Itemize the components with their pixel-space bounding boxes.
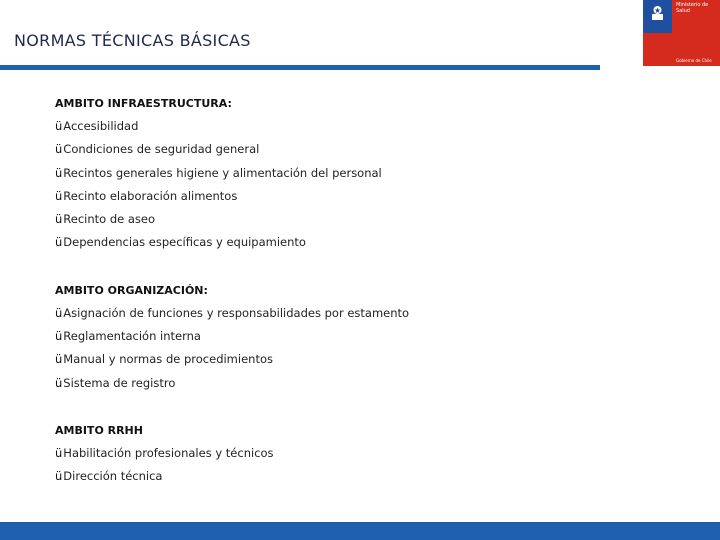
list-item: üAccesibilidad: [55, 119, 139, 133]
ministry-logo: [643, 0, 720, 66]
ministry-name: Ministerio de Salud: [676, 2, 709, 14]
list-item: üSistema de registro: [55, 375, 176, 390]
list-item: üDependencias específicas y equipamiento: [55, 235, 306, 250]
check-icon: ü: [55, 165, 63, 180]
standards-list: [55, 92, 575, 489]
check-icon: ü: [55, 445, 63, 460]
section-spacer: [55, 395, 575, 419]
check-icon: ü: [55, 142, 63, 157]
list-item: üAsignación de funciones y responsabilidades por estamento: [55, 305, 410, 320]
footer-bar: [0, 522, 720, 540]
section-rrhh: [55, 419, 575, 489]
check-icon: ü: [55, 375, 63, 390]
list-item: üRecinto de aseo: [55, 212, 156, 227]
page-title: NORMAS TÉCNICAS BÁSICAS: [14, 31, 251, 50]
section-organizacion: [55, 279, 575, 395]
check-icon: ü: [55, 305, 63, 320]
section-heading: AMBITO INFRAESTRUCTURA:: [55, 97, 232, 110]
title-underline: [0, 65, 600, 70]
check-icon: ü: [55, 212, 63, 227]
section-heading: AMBITO ORGANIZACIÓN:: [55, 283, 208, 297]
list-item: üCondiciones de seguridad general: [55, 142, 260, 157]
section-spacer: [55, 255, 575, 279]
list-item: üManual y normas de procedimientos: [55, 352, 273, 367]
list-item: üRecintos generales higiene y alimentación del personal: [55, 165, 382, 180]
check-icon: ü: [55, 119, 63, 133]
list-item: üHabilitación profesionales y técnicos: [55, 445, 274, 460]
section-heading: AMBITO RRHH: [55, 423, 143, 437]
check-icon: ü: [55, 188, 63, 203]
section-infraestructura: [55, 92, 575, 255]
list-item: üRecinto elaboración alimentos: [55, 188, 238, 203]
check-icon: ü: [55, 235, 63, 250]
government-tagline: Gobierno de Chile: [676, 58, 712, 63]
check-icon: ü: [55, 469, 63, 484]
check-icon: ü: [55, 329, 63, 344]
list-item: üReglamentación interna: [55, 329, 201, 344]
coat-of-arms-icon: [647, 3, 668, 23]
list-item: üDirección técnica: [55, 469, 163, 484]
check-icon: ü: [55, 352, 63, 367]
